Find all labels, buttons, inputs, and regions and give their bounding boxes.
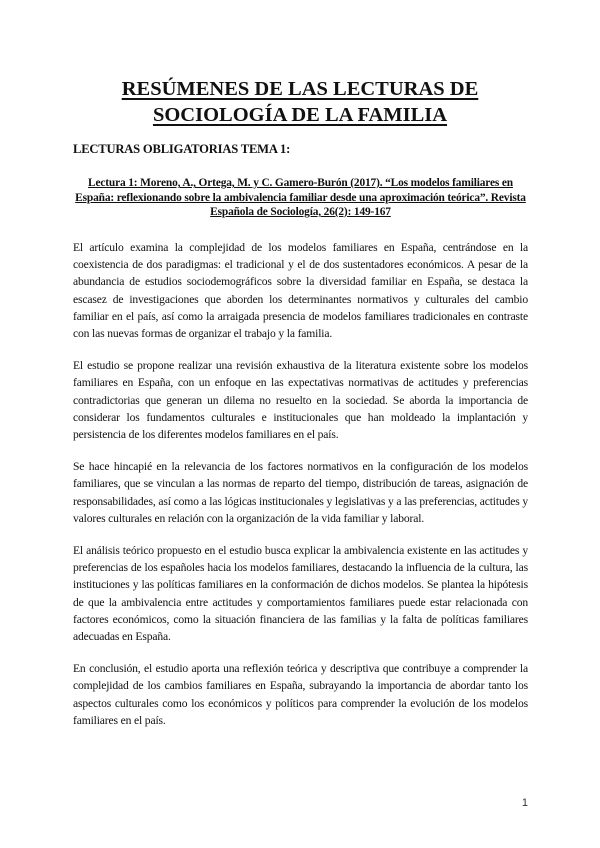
paragraph-4: El análisis teórico propuesto en el estudio busca explicar la ambivalencia existente en las actitudes y preferencias de los españoles hacia los modelos familiares, destacando la influencia de la cultura, las instituciones y las políticas familiares en la conformación de dichos modelos. Se plantea la hipótesis de que la ambivalencia entre actitudes y comportamientos familiares puede estar relacionada con factores económicos, como la situación financiera de las familias y la falta de políticas familiares adecuadas en España. <box>73 544 528 644</box>
document-body <box>73 239 528 743</box>
document-title: RESÚMENES DE LAS LECTURAS DE SOCIOLOGÍA DE LA FAMILIA <box>121 78 479 126</box>
reading-reference: Lectura 1: Moreno, A., Ortega, M. y C. Gamero-Burón (2017). “Los modelos familiares en España: reflexionando sobre la ambivalencia familiar desde una aproximación teórica”. Revista Española de Sociología, 26(2): 149-167 <box>75 177 526 218</box>
paragraph-2: El estudio se propone realizar una revisión exhaustiva de la literatura existente sobre los modelos familiares en España, con un enfoque en las expectativas normativas de actitudes y preferencias contradictorias que generan un dilema no resuelto en la sociedad. Se aborda la importancia de considerar los fundamentos culturales e institucionales que han moldeado la implantación y persistencia de los diferentes modelos familiares en el país. <box>73 359 528 442</box>
paragraph-1: El artículo examina la complejidad de los modelos familiares en España, centrándose en la coexistencia de dos paradigmas: el tradicional y el de dos sustentadores económicos. A pesar de la abundancia de estudios sociodemográficos sobre la diversidad familiar en España, se destaca la escasez de investigaciones que aborden los determinantes normativos y culturales del cambio familiar en el país, así como la arraigada presencia de modelos familiares tradicionales en contraste con las nuevas formas de organizar el trabajo y la familia. <box>73 241 528 341</box>
paragraph-3: Se hace hincapié en la relevancia de los factores normativos en la configuración de los modelos familiares, que se vinculan a las normas de reparto del tiempo, distribución de tareas, asignación de responsabilidades, así como a las lógicas institucionales y legislativas y a las preferencias, actitudes y valores culturales en relación con la organización de la vida familiar y laboral. <box>73 460 528 525</box>
paragraph-5: En conclusión, el estudio aporta una reflexión teórica y descriptiva que contribuye a comprender la complejidad de los cambios familiares en España, subrayando la importancia de abordar tanto los aspectos culturales como los económicos y políticos para comprender la evolución de los modelos familiares en el país. <box>73 662 528 727</box>
section-heading: LECTURAS OBLIGATORIAS TEMA 1: <box>73 142 291 156</box>
page-number: 1 <box>521 797 528 809</box>
